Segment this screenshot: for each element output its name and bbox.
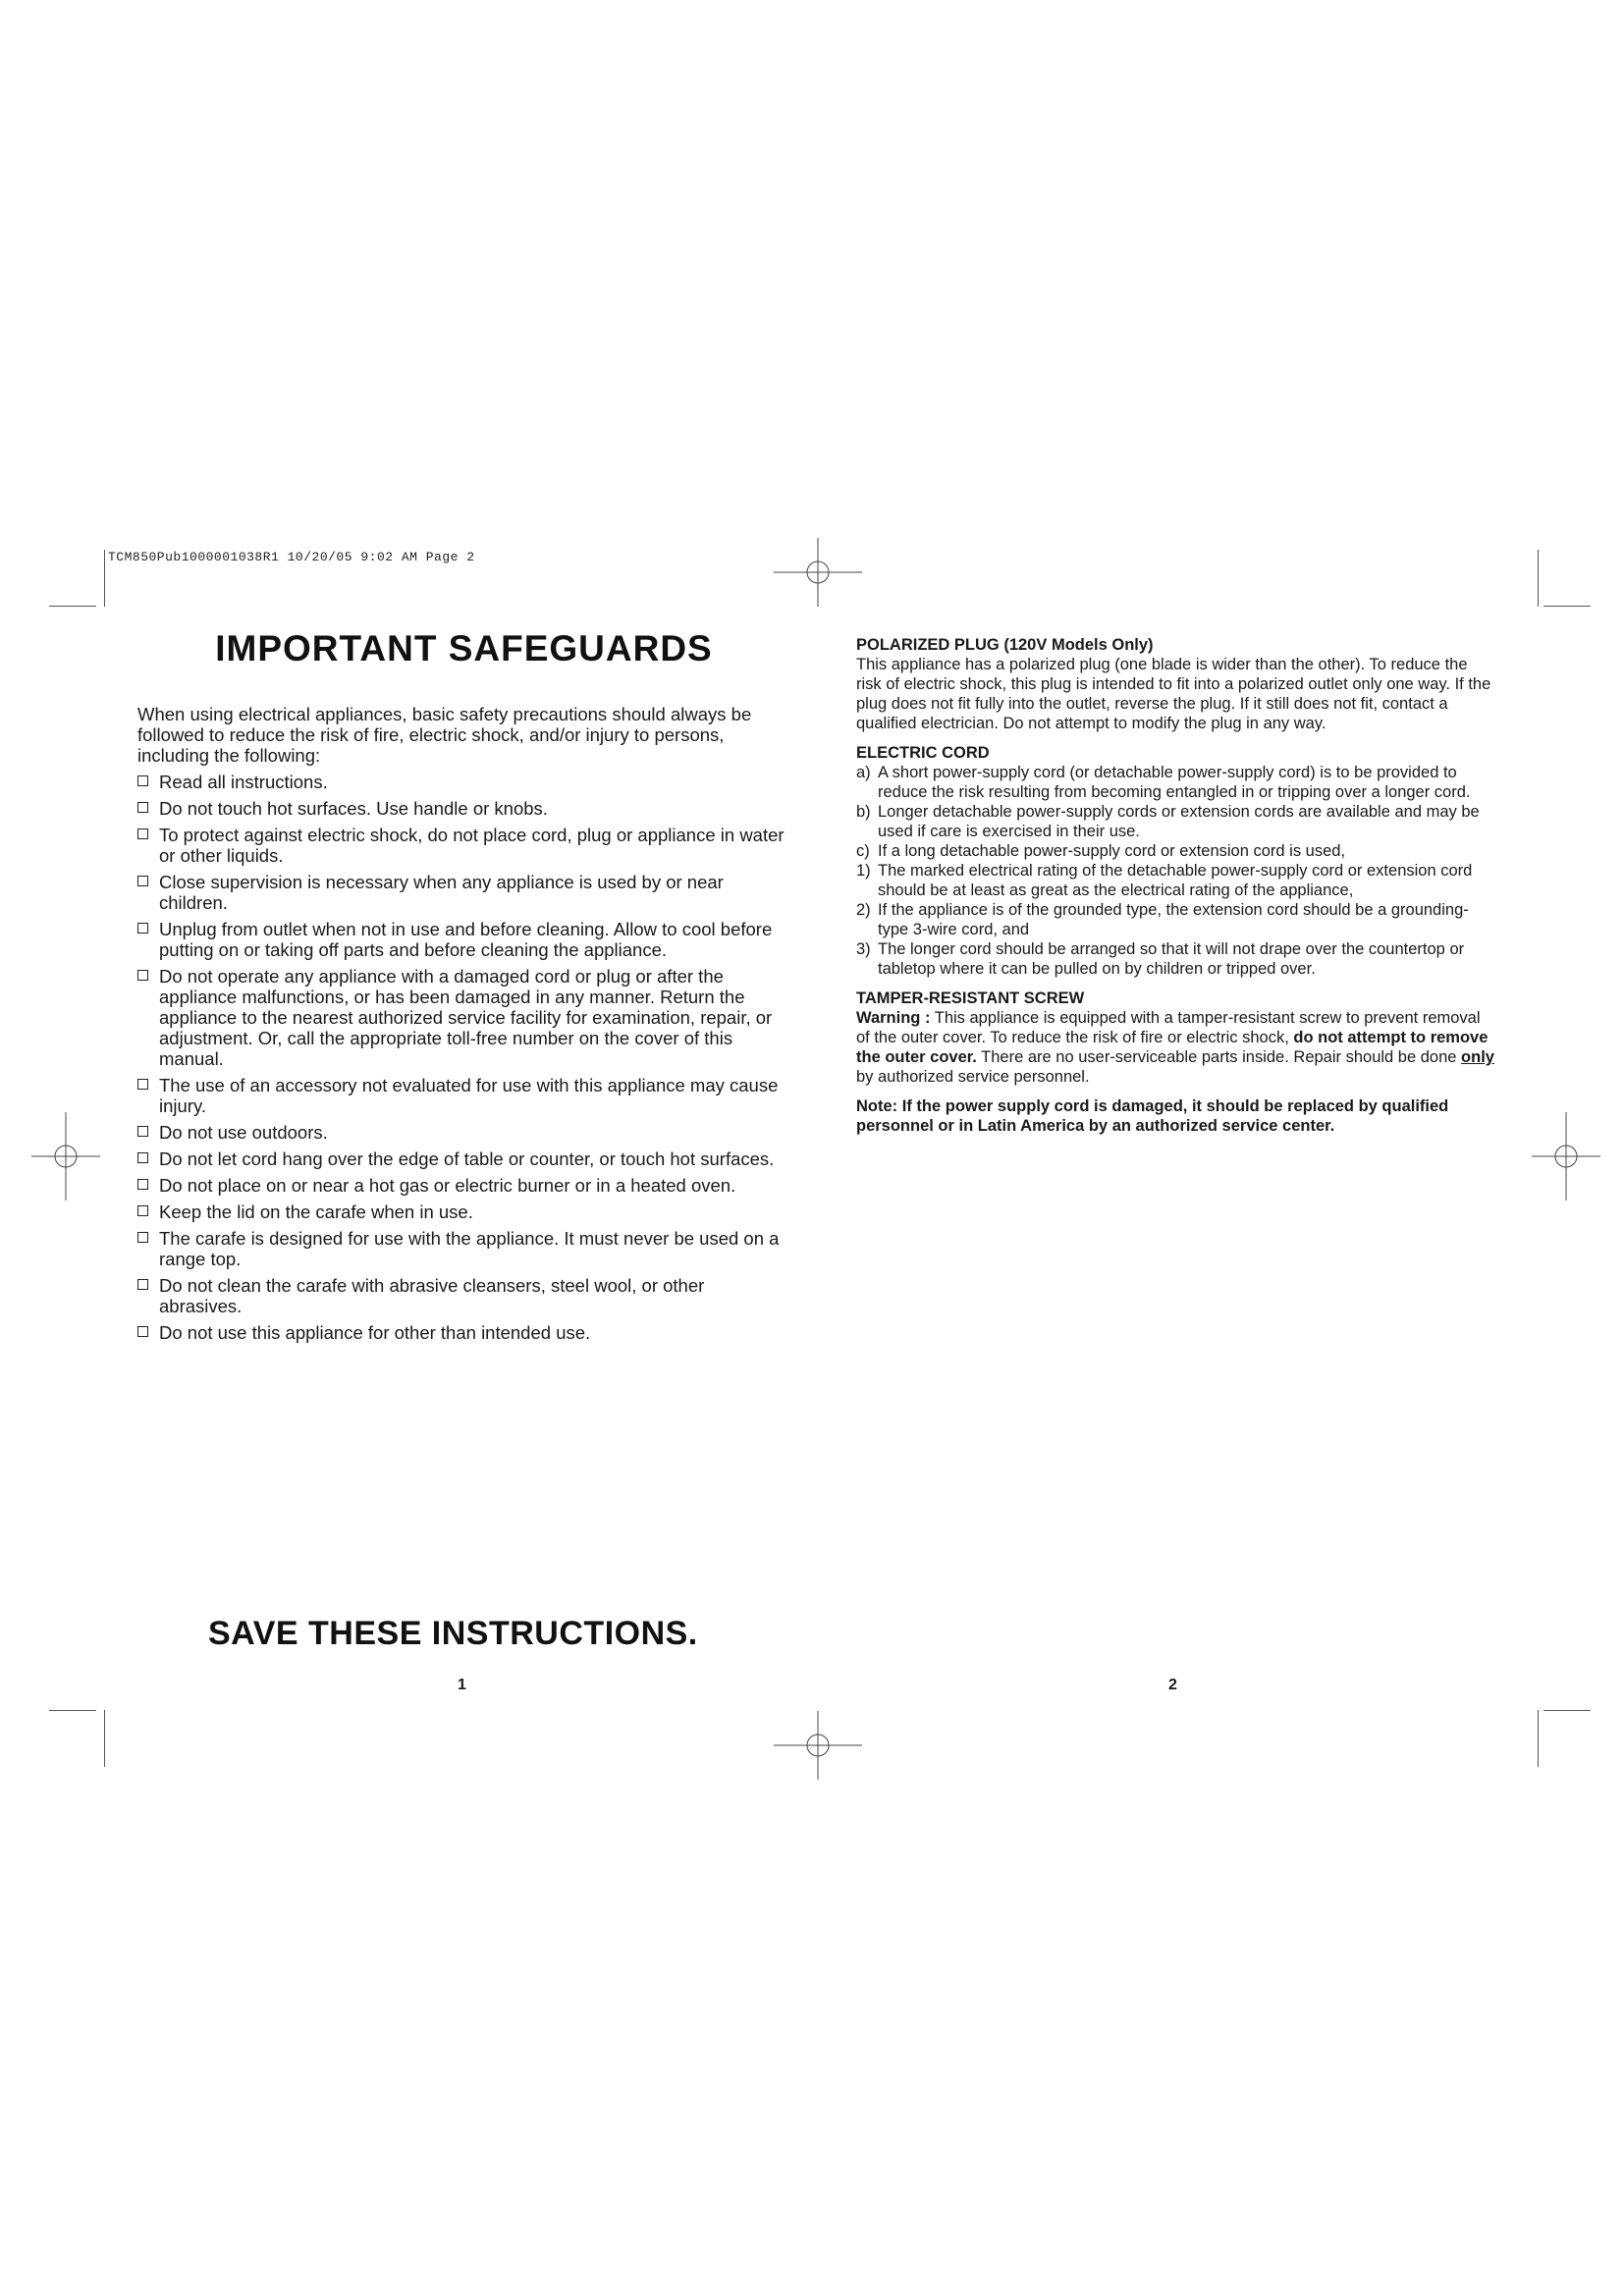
list-item-text: Keep the lid on the carafe when in use.	[159, 1201, 473, 1222]
cord-list	[856, 763, 1496, 979]
list-item-text: The longer cord should be arranged so that it will not drape over the countertop or tabletop where it can be pulled on by children or tripped over.	[878, 940, 1465, 978]
registration-mark-icon	[1522, 1112, 1610, 1201]
list-item	[856, 861, 1496, 900]
list-item	[137, 872, 790, 913]
section-text	[856, 1008, 1496, 1087]
left-page	[137, 628, 790, 1343]
checkbox-bullet-icon	[137, 1279, 148, 1290]
list-item	[137, 1175, 790, 1196]
list-item	[856, 841, 1496, 861]
electric-cord-section	[856, 743, 1496, 979]
checkbox-bullet-icon	[137, 802, 148, 813]
list-item-text: If the appliance is of the grounded type, the extension cord should be a grounding-type 3-wire cord, and	[878, 901, 1469, 938]
checkbox-bullet-icon	[137, 923, 148, 934]
list-item-label: b)	[856, 803, 871, 821]
list-item	[137, 1122, 790, 1143]
checkbox-bullet-icon	[137, 1205, 148, 1216]
section-heading: TAMPER-RESISTANT SCREW	[856, 989, 1085, 1007]
crop-mark	[1543, 606, 1591, 607]
list-item-text: Do not use this appliance for other than intended use.	[159, 1322, 591, 1343]
list-item-label: 1)	[856, 862, 871, 880]
checkbox-bullet-icon	[137, 1326, 148, 1337]
warning-label: Warning :	[856, 1009, 931, 1027]
list-item	[856, 763, 1496, 802]
list-item	[137, 1148, 790, 1169]
crop-mark	[104, 550, 105, 607]
list-item-text: The marked electrical rating of the detachable power-supply cord or extension cord should be at least as great as the electrical rating of the appliance,	[878, 862, 1473, 899]
list-item	[137, 1228, 790, 1269]
text-span: This appliance is equipped with a tamper-resistant screw to prevent removal of the outer cover. To reduce the risk of fire or electric shock,	[856, 1009, 1481, 1046]
registration-mark-icon	[22, 1112, 110, 1201]
list-item-text: Do not place on or near a hot gas or electric burner or in a heated oven.	[159, 1175, 736, 1196]
list-item-label: 3)	[856, 940, 871, 958]
polarized-plug-section	[856, 635, 1496, 733]
list-item-label: 2)	[856, 901, 871, 919]
crop-mark	[104, 1710, 105, 1767]
text-span: There are no user-serviceable parts inside. Repair should be done	[976, 1048, 1462, 1066]
page-number: 2	[1168, 1677, 1177, 1693]
list-item-text: Do not operate any appliance with a damaged cord or plug or after the appliance malfunctions, or has been damaged in any manner. Return the appliance to the nearest authorized service facility for examination, repair, or adjustment. Or, call the appropriate toll-free number on the cover of this manual.	[159, 966, 773, 1069]
checkbox-bullet-icon	[137, 1232, 148, 1243]
list-item-text: Do not use outdoors.	[159, 1122, 328, 1143]
checkbox-bullet-icon	[137, 970, 148, 981]
list-item-text: To protect against electric shock, do not place cord, plug or appliance in water or other liquids.	[159, 825, 785, 866]
crop-mark	[1543, 1710, 1591, 1711]
list-item	[137, 1201, 790, 1222]
underlined-text: only	[1461, 1048, 1494, 1066]
list-item-text: The carafe is designed for use with the appliance. It must never be used on a range top.	[159, 1228, 780, 1269]
safeguard-list	[137, 772, 790, 1343]
right-page	[856, 635, 1496, 1136]
list-item-text: Do not let cord hang over the edge of table or counter, or touch hot surfaces.	[159, 1148, 775, 1169]
list-item-text: Unplug from outlet when not in use and before cleaning. Allow to cool before putting on or taking off parts and before cleaning the appliance.	[159, 919, 773, 960]
list-item	[137, 1275, 790, 1316]
save-instructions-heading: SAVE THESE INSTRUCTIONS.	[208, 1615, 698, 1652]
list-item	[137, 919, 790, 960]
list-item	[137, 772, 790, 792]
crop-mark	[49, 606, 96, 607]
text-span: by authorized service personnel.	[856, 1068, 1090, 1086]
list-item-text: Do not clean the carafe with abrasive cleansers, steel wool, or other abrasives.	[159, 1275, 705, 1316]
list-item-text: Longer detachable power-supply cords or extension cords are available and may be used if care is exercised in their use.	[878, 803, 1480, 840]
list-item-text: Close supervision is necessary when any appliance is used by or near children.	[159, 872, 724, 913]
checkbox-bullet-icon	[137, 1152, 148, 1163]
list-item	[137, 1322, 790, 1343]
list-item-text: Read all instructions.	[159, 772, 328, 792]
list-item	[137, 966, 790, 1069]
list-item	[137, 798, 790, 819]
list-item-text: The use of an accessory not evaluated for use with this appliance may cause injury.	[159, 1075, 779, 1116]
registration-mark-icon	[774, 528, 862, 616]
list-item	[137, 1075, 790, 1116]
crop-mark	[1538, 1710, 1539, 1767]
list-item	[856, 900, 1496, 939]
list-item-text: If a long detachable power-supply cord or extension cord is used,	[878, 842, 1346, 860]
checkbox-bullet-icon	[137, 1179, 148, 1190]
crop-mark	[1538, 550, 1539, 607]
checkbox-bullet-icon	[137, 775, 148, 786]
checkbox-bullet-icon	[137, 1126, 148, 1137]
list-item-text: A short power-supply cord (or detachable power-supply cord) is to be provided to reduce the risk resulting from becoming entangled in or tripping over a longer cord.	[878, 764, 1471, 801]
crop-mark	[49, 1710, 96, 1711]
checkbox-bullet-icon	[137, 1079, 148, 1090]
page-number: 1	[458, 1677, 466, 1693]
section-heading: ELECTRIC CORD	[856, 744, 990, 762]
note-paragraph: Note: If the power supply cord is damaged, it should be replaced by qualified personnel or in Latin America by an authorized service center.	[856, 1097, 1449, 1135]
list-item	[856, 802, 1496, 841]
registration-mark-icon	[774, 1701, 862, 1789]
list-item	[137, 825, 790, 866]
list-item	[856, 939, 1496, 979]
list-item-text: Do not touch hot surfaces. Use handle or knobs.	[159, 798, 548, 819]
page-title: IMPORTANT SAFEGUARDS	[215, 628, 713, 668]
intro-paragraph: When using electrical appliances, basic safety precautions should always be followed to reduce the risk of fire, electric shock, and/or injury to persons, including the following:	[137, 704, 752, 766]
section-text: This appliance has a polarized plug (one blade is wider than the other). To reduce the risk of electric shock, this plug is intended to fit into a polarized outlet only one way. If the plug does not fit fully into the outlet, reverse the plug. If it still does not fit, contact a qualified electrician. Do not attempt to modify the plug in any way.	[856, 656, 1491, 732]
list-item-label: a)	[856, 764, 871, 781]
print-slug: TCM850Pub1000001038R1 10/20/05 9:02 AM Page 2	[108, 550, 475, 564]
checkbox-bullet-icon	[137, 876, 148, 886]
checkbox-bullet-icon	[137, 828, 148, 839]
bold-text: do not attempt to remove the outer cover.	[856, 1029, 1489, 1066]
list-item-label: c)	[856, 842, 870, 860]
tamper-resistant-section	[856, 988, 1496, 1087]
section-heading: POLARIZED PLUG (120V Models Only)	[856, 636, 1154, 654]
